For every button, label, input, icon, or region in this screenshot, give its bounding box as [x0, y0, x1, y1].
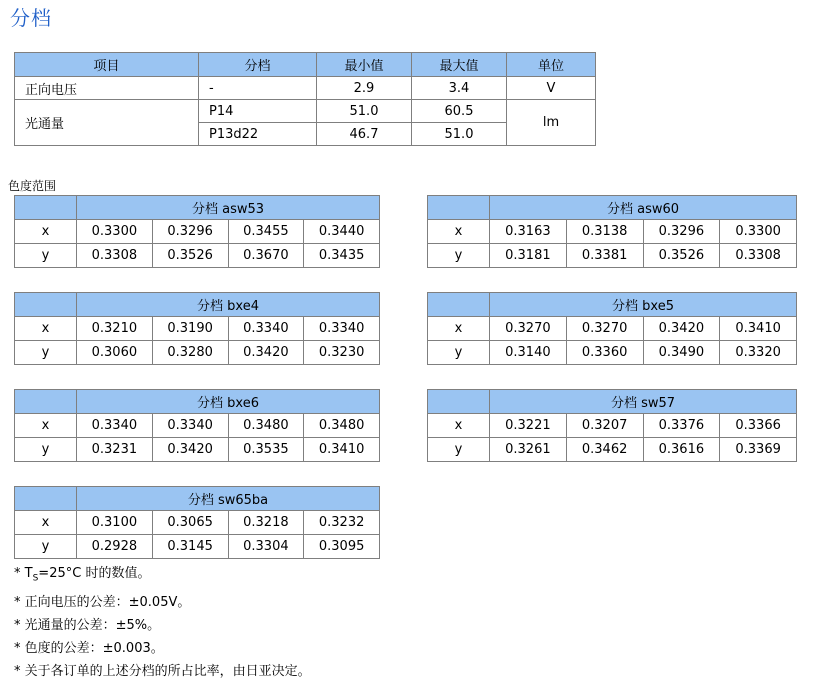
x-value: 0.3420 [643, 317, 720, 341]
table-row [428, 414, 797, 438]
bin-table-asw53 [14, 195, 380, 268]
y-value: 0.3462 [566, 438, 643, 462]
y-value: 0.3231 [77, 438, 153, 462]
header-item: 项目 [15, 53, 199, 77]
axis-label-y: y [15, 438, 77, 462]
forward-voltage-unit: V [507, 77, 596, 100]
y-value: 0.3360 [566, 341, 643, 365]
table-row [15, 438, 380, 462]
bin-title: 分档 asw60 [490, 196, 797, 220]
axis-label-x: x [15, 414, 77, 438]
note-bin-ratio: * 关于各订单的上述分档的所占比率，由日亚决定。 [14, 663, 311, 679]
axis-label-x: x [428, 317, 490, 341]
y-value: 0.3095 [304, 535, 380, 559]
bin-table-bxe4 [14, 292, 380, 365]
note-temperature-rest: =25°C 时的数值。 [38, 566, 151, 581]
x-value: 0.3340 [152, 414, 228, 438]
footnotes [14, 562, 311, 683]
table-row [15, 341, 380, 365]
bin-table-sw65ba [14, 486, 380, 559]
bin-table-bxe6 [14, 389, 380, 462]
table-row [15, 317, 380, 341]
y-value: 0.3369 [720, 438, 797, 462]
x-value: 0.3366 [720, 414, 797, 438]
flux-bin: P14 [199, 100, 317, 123]
bin-header-blank [15, 390, 77, 414]
flux-max: 51.0 [412, 123, 507, 146]
x-value: 0.3210 [77, 317, 153, 341]
y-value: 0.3420 [228, 341, 304, 365]
axis-label-y: y [428, 341, 490, 365]
note-flux-tolerance: * 光通量的公差：±5%。 [14, 617, 161, 633]
x-value: 0.3163 [490, 220, 567, 244]
x-value: 0.3410 [720, 317, 797, 341]
x-value: 0.3270 [490, 317, 567, 341]
x-value: 0.3100 [77, 511, 153, 535]
x-value: 0.3218 [228, 511, 304, 535]
axis-label-x: x [428, 220, 490, 244]
header-bin: 分档 [199, 53, 317, 77]
axis-label-y: y [15, 341, 77, 365]
x-value: 0.3440 [304, 220, 380, 244]
x-value: 0.3270 [566, 317, 643, 341]
y-value: 0.3060 [77, 341, 153, 365]
x-value: 0.3340 [304, 317, 380, 341]
note-voltage-tolerance: * 正向电压的公差：±0.05V。 [14, 594, 191, 610]
table-row [15, 535, 380, 559]
bin-title: 分档 sw65ba [77, 487, 380, 511]
note-chromaticity-tolerance: * 色度的公差：±0.003。 [14, 640, 164, 656]
chromaticity-section-label: 色度范围 [8, 179, 57, 193]
y-value: 0.3308 [720, 244, 797, 268]
y-value: 0.3320 [720, 341, 797, 365]
x-value: 0.3296 [643, 220, 720, 244]
y-value: 0.3308 [77, 244, 153, 268]
header-min: 最小值 [317, 53, 412, 77]
y-value: 0.3670 [228, 244, 304, 268]
axis-label-x: x [428, 414, 490, 438]
x-value: 0.3190 [152, 317, 228, 341]
y-value: 0.3145 [152, 535, 228, 559]
y-value: 0.3280 [152, 341, 228, 365]
table-row [428, 341, 797, 365]
bin-title: 分档 bxe4 [77, 293, 380, 317]
x-value: 0.3296 [152, 220, 228, 244]
bin-title: 分档 bxe5 [490, 293, 797, 317]
y-value: 0.3381 [566, 244, 643, 268]
note-temperature-prefix: * T [14, 566, 33, 581]
table-row [428, 220, 797, 244]
y-value: 0.3435 [304, 244, 380, 268]
bin-header-blank [15, 487, 77, 511]
x-value: 0.3065 [152, 511, 228, 535]
axis-label-x: x [15, 220, 77, 244]
x-value: 0.3232 [304, 511, 380, 535]
y-value: 0.3304 [228, 535, 304, 559]
y-value: 0.3616 [643, 438, 720, 462]
y-value: 0.3230 [304, 341, 380, 365]
flux-unit: lm [507, 100, 596, 146]
page-title: 分档 [10, 6, 52, 30]
x-value: 0.3138 [566, 220, 643, 244]
axis-label-x: x [15, 511, 77, 535]
axis-label-y: y [428, 244, 490, 268]
table-row [15, 220, 380, 244]
y-value: 0.3420 [152, 438, 228, 462]
forward-voltage-max: 3.4 [412, 77, 507, 100]
table-row [15, 414, 380, 438]
table-row [428, 317, 797, 341]
bin-header-blank [15, 196, 77, 220]
axis-label-y: y [15, 244, 77, 268]
note-temperature-subscript: S [32, 573, 39, 584]
y-value: 0.3490 [643, 341, 720, 365]
table-row [15, 77, 596, 100]
y-value: 0.3526 [643, 244, 720, 268]
x-value: 0.3221 [490, 414, 567, 438]
x-value: 0.3300 [720, 220, 797, 244]
header-max: 最大值 [412, 53, 507, 77]
bin-header-blank [428, 196, 490, 220]
x-value: 0.3480 [304, 414, 380, 438]
bin-table-bxe5 [427, 292, 797, 365]
axis-label-y: y [15, 535, 77, 559]
spec-table [14, 52, 596, 146]
bin-header-blank [428, 293, 490, 317]
flux-min: 51.0 [317, 100, 412, 123]
y-value: 0.3261 [490, 438, 567, 462]
forward-voltage-label: 正向电压 [15, 77, 199, 100]
y-value: 0.2928 [77, 535, 153, 559]
y-value: 0.3140 [490, 341, 567, 365]
table-row [15, 511, 380, 535]
header-unit: 单位 [507, 53, 596, 77]
x-value: 0.3376 [643, 414, 720, 438]
bin-title: 分档 sw57 [490, 390, 797, 414]
axis-label-y: y [428, 438, 490, 462]
spec-table-header-row [15, 53, 596, 77]
table-row [428, 244, 797, 268]
axis-label-x: x [15, 317, 77, 341]
flux-max: 60.5 [412, 100, 507, 123]
x-value: 0.3340 [77, 414, 153, 438]
forward-voltage-min: 2.9 [317, 77, 412, 100]
forward-voltage-bin: - [199, 77, 317, 100]
bin-table-sw57 [427, 389, 797, 462]
note-temperature [14, 562, 311, 591]
x-value: 0.3207 [566, 414, 643, 438]
table-row [15, 100, 596, 123]
y-value: 0.3181 [490, 244, 567, 268]
bin-title: 分档 asw53 [77, 196, 380, 220]
table-row [15, 244, 380, 268]
x-value: 0.3480 [228, 414, 304, 438]
bin-table-asw60 [427, 195, 797, 268]
bin-header-blank [428, 390, 490, 414]
x-value: 0.3340 [228, 317, 304, 341]
x-value: 0.3300 [77, 220, 153, 244]
y-value: 0.3535 [228, 438, 304, 462]
bin-header-blank [15, 293, 77, 317]
flux-min: 46.7 [317, 123, 412, 146]
y-value: 0.3410 [304, 438, 380, 462]
table-row [428, 438, 797, 462]
y-value: 0.3526 [152, 244, 228, 268]
flux-bin: P13d22 [199, 123, 317, 146]
bin-title: 分档 bxe6 [77, 390, 380, 414]
x-value: 0.3455 [228, 220, 304, 244]
flux-label: 光通量 [15, 100, 199, 146]
